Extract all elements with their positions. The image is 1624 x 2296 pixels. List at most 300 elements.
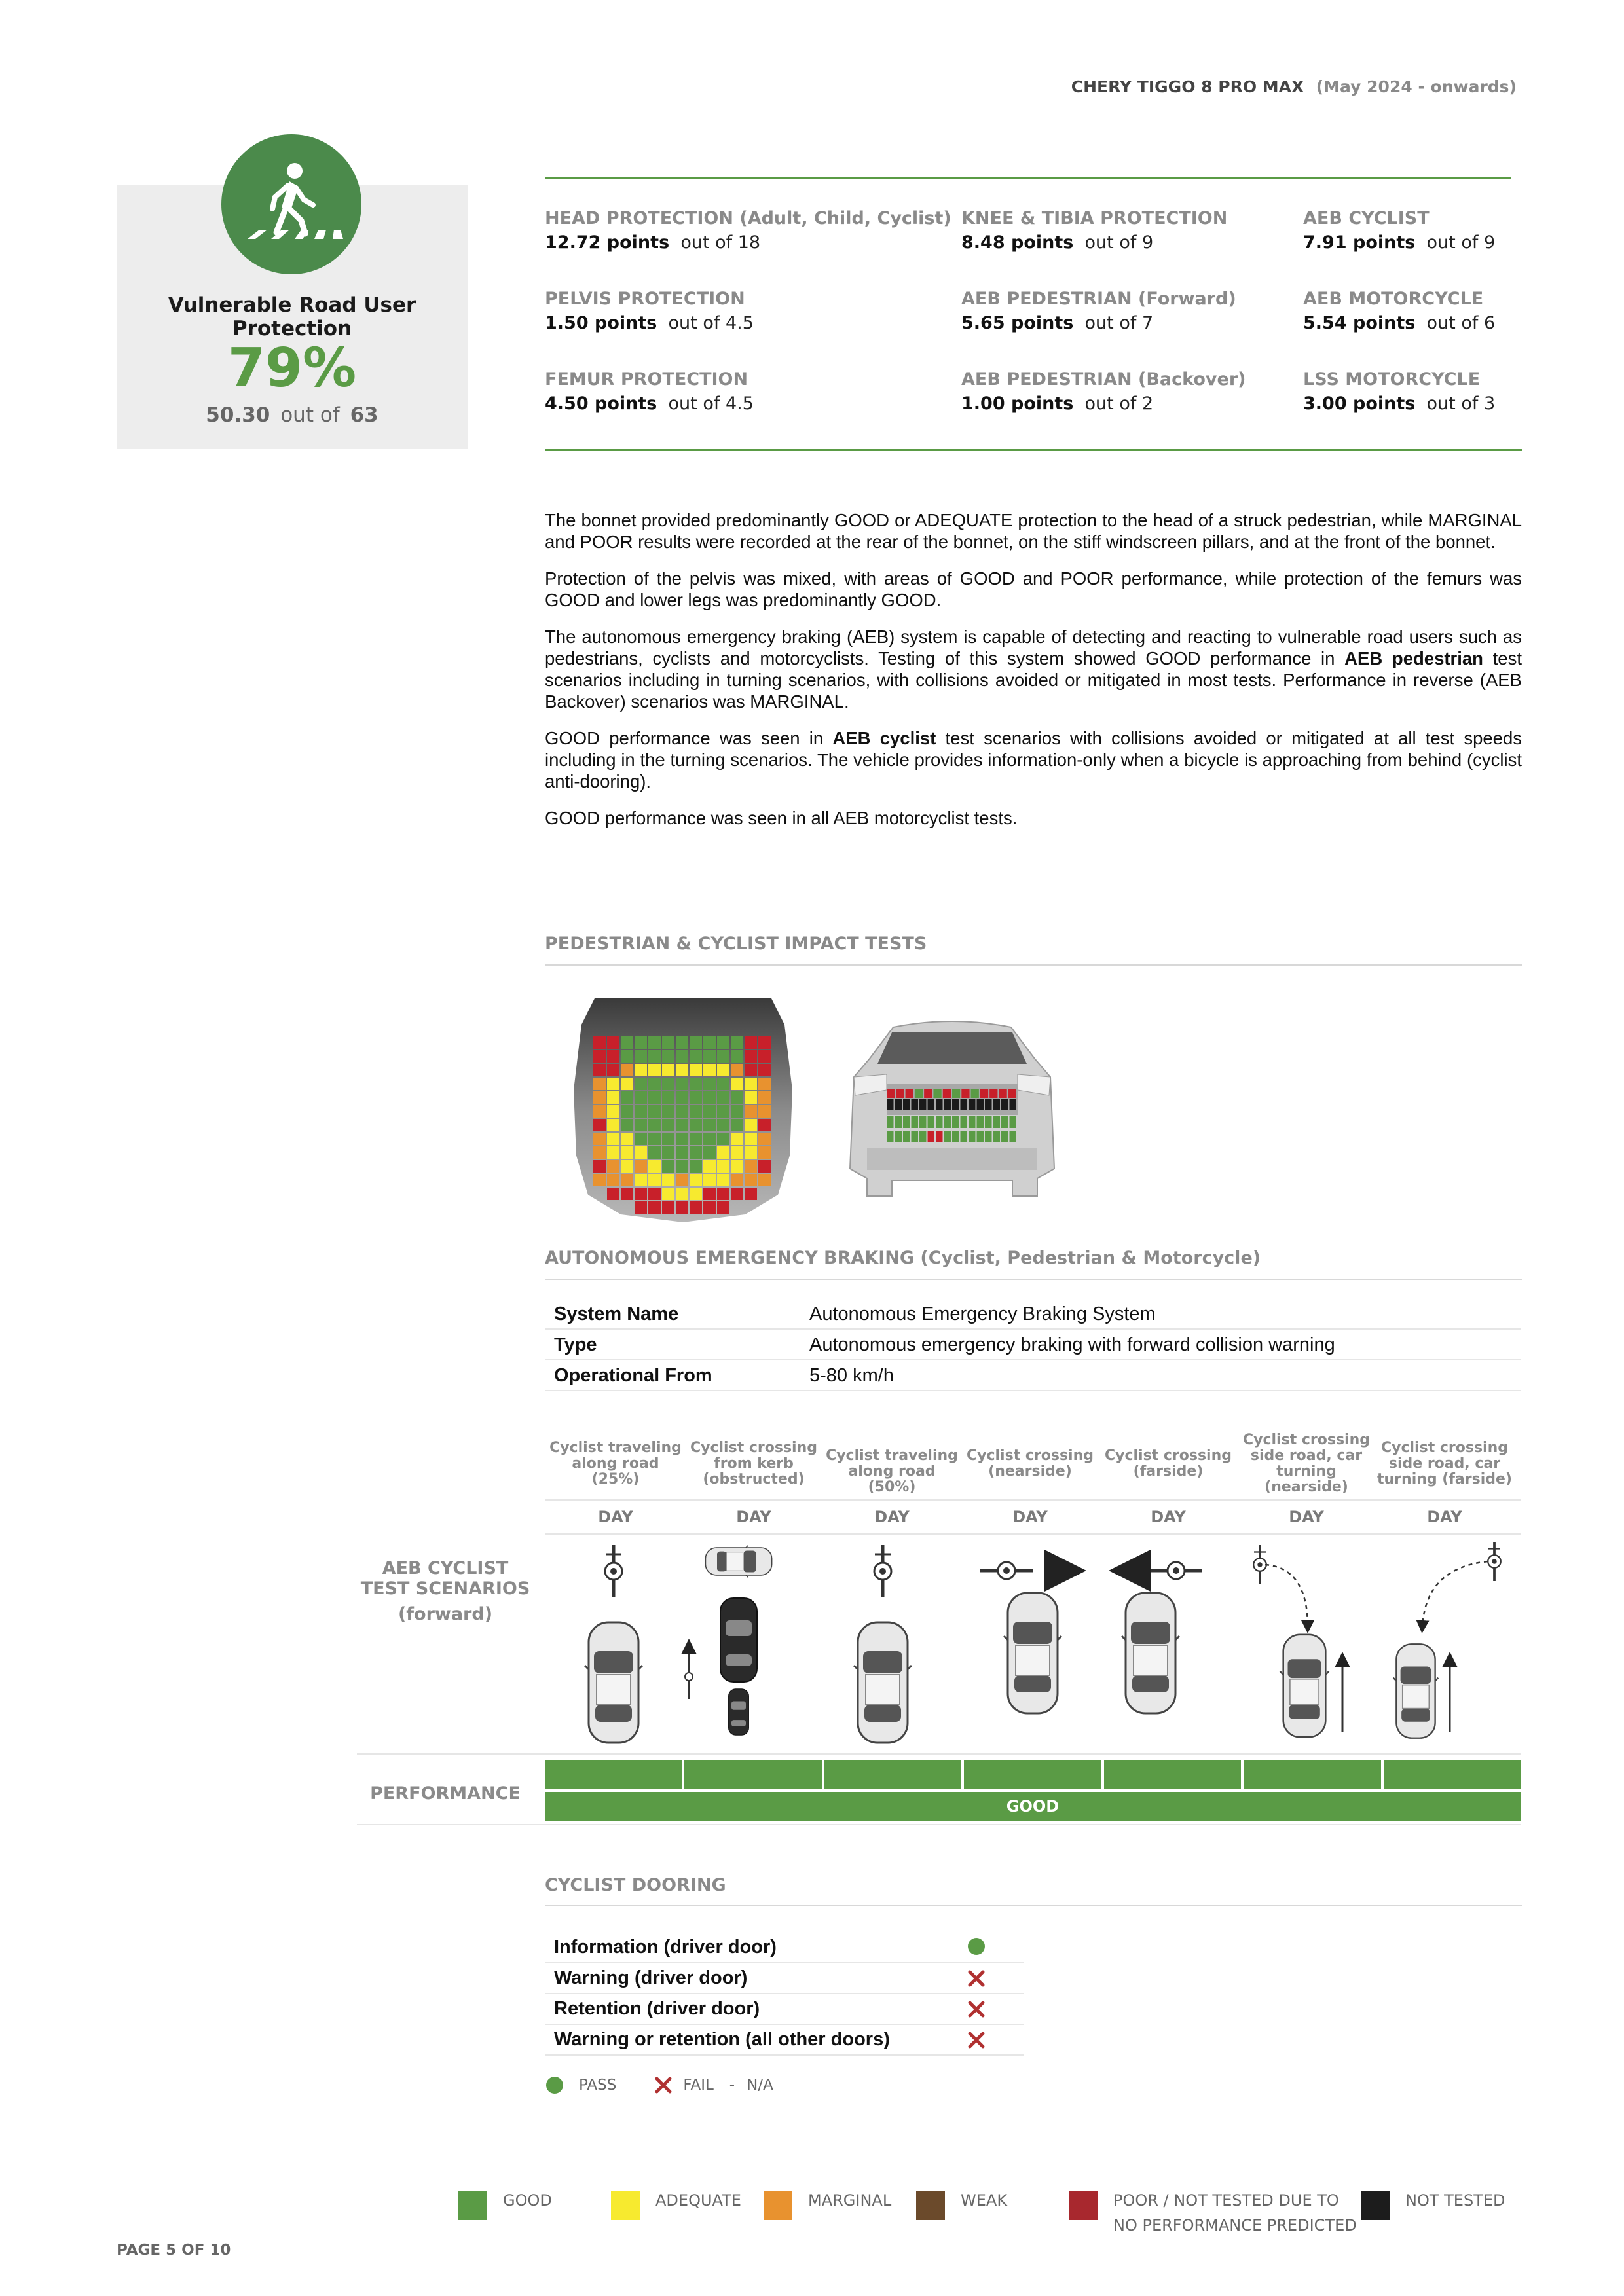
impact-grid-cell: [887, 1089, 895, 1098]
impact-grid-cell: [944, 1131, 951, 1142]
row-divider: [545, 2054, 1024, 2056]
text-run: test scenarios including in turning scenarios, with collisions avoided or mitigated in most tests. Performance in reverse (AEB Backover) scenarios was MARGINAL.: [545, 648, 1522, 712]
category-lss-motorcycle: [1303, 369, 1495, 414]
text-run-bold: AEB pedestrian: [1344, 648, 1483, 668]
category-femur: [545, 369, 754, 414]
impact-grid-cell: [745, 1119, 757, 1131]
impact-grid-cell: [593, 1050, 606, 1063]
aeb-section-title: AUTONOMOUS EMERGENCY BRAKING (Cyclist, Pedestrian & Motorcycle): [545, 1248, 1261, 1268]
impact-grid-cell: [944, 1099, 951, 1110]
impact-grid-cell: [731, 1105, 743, 1118]
impact-grid-cell: [690, 1133, 702, 1145]
impact-grid-cell: [999, 1089, 1006, 1098]
scenario-time: DAY: [736, 1508, 771, 1526]
impact-grid-cell: [676, 1050, 688, 1063]
impact-grid-cell: [952, 1099, 959, 1110]
impact-grid-cell: [676, 1036, 688, 1049]
score-max: 63: [350, 403, 378, 427]
performance-cell: [964, 1760, 1101, 1789]
scenario-title: Cyclist crossing (nearside): [966, 1448, 1094, 1480]
legend-label: WEAK: [961, 2191, 1008, 2210]
out-of: out of 9: [1084, 232, 1154, 253]
impact-grid-cell: [731, 1146, 743, 1159]
label-line: TEST SCENARIOS: [360, 1578, 530, 1599]
impact-grid-cell: [690, 1078, 702, 1090]
scenario-time: DAY: [1151, 1508, 1186, 1526]
aeb-cyclist-scenarios-label: [357, 1558, 534, 1624]
impact-grid-cell: [961, 1089, 969, 1098]
impact-grid-cell: [593, 1146, 606, 1159]
impact-grid-cell: [887, 1116, 894, 1128]
impact-grid-cell: [662, 1133, 674, 1145]
overall-percentage: 79%: [227, 337, 357, 399]
impact-grid-cell: [676, 1078, 688, 1090]
impact-grid-cell: [621, 1091, 633, 1104]
label-line: (forward): [397, 1604, 493, 1624]
impact-grid-cell: [977, 1116, 984, 1128]
impact-grid-cell: [961, 1116, 968, 1128]
legend-swatch-marginal: [764, 2191, 792, 2220]
pass-icon: [545, 2075, 564, 2095]
points: 1.00 points: [961, 393, 1074, 414]
impact-grid-cell: [635, 1078, 647, 1090]
impact-grid-cell: [745, 1078, 757, 1090]
impact-grid-cell: [745, 1036, 757, 1049]
impact-grid-cell: [903, 1131, 910, 1142]
table-row: [545, 1330, 1521, 1360]
impact-grid-cell: [690, 1105, 702, 1118]
category-name: LSS MOTORCYCLE: [1303, 369, 1481, 390]
date-range: (May 2024 - onwards): [1316, 77, 1517, 96]
impact-grid-cell: [662, 1160, 674, 1173]
impact-grid-cell: [731, 1050, 743, 1063]
impact-grid-cell: [593, 1119, 606, 1131]
paragraph: [545, 727, 1522, 792]
category-name: AEB PEDESTRIAN (Backover): [961, 369, 1246, 390]
performance-cell: [1384, 1760, 1521, 1789]
category-name: PELVIS PROTECTION: [545, 289, 745, 309]
dooring-table: [545, 1933, 1024, 2056]
legend-label: GOOD: [503, 2191, 552, 2210]
table-row: [545, 1963, 1024, 1994]
paragraph: GOOD performance was seen in all AEB motorcyclist tests.: [545, 808, 1018, 828]
points: 8.48 points: [961, 232, 1074, 253]
impact-grid-cell: [758, 1036, 771, 1049]
impact-grid-cell: [621, 1105, 633, 1118]
impact-grid-cell: [690, 1050, 702, 1063]
category-knee-tibia: [961, 208, 1227, 253]
impact-grid-cell: [745, 1064, 757, 1076]
impact-grid-cell: [717, 1160, 729, 1173]
impact-grid-cell: [933, 1089, 941, 1098]
impact-tests-title: PEDESTRIAN & CYCLIST IMPACT TESTS: [545, 934, 927, 954]
impact-grid-cell: [717, 1064, 729, 1076]
impact-grid-cell: [676, 1201, 688, 1214]
impact-grid-cell: [648, 1119, 661, 1131]
impact-grid-cell: [969, 1116, 976, 1128]
overall-score: [117, 403, 468, 427]
row-value: 5-80 km/h: [809, 1365, 894, 1386]
impact-grid-cell: [703, 1174, 716, 1186]
impact-grid-cell: [745, 1146, 757, 1159]
impact-grid-cell: [690, 1119, 702, 1131]
category-name: HEAD PROTECTION (Adult, Child, Cyclist): [545, 208, 951, 228]
impact-grid-cell: [896, 1089, 904, 1098]
impact-grid-cell: [717, 1174, 729, 1186]
scenario-time: DAY: [1427, 1508, 1462, 1526]
scenario-diagrams: [545, 1535, 1521, 1751]
impact-grid-cell: [690, 1160, 702, 1173]
impact-grid-cell: [912, 1116, 919, 1128]
impact-grid-cell: [662, 1201, 674, 1214]
performance-label: PERFORMANCE: [370, 1783, 521, 1804]
impact-grid-cell: [717, 1078, 729, 1090]
points: 5.65 points: [961, 313, 1074, 333]
vehicle-model: CHERY TIGGO 8 PRO MAX: [1071, 77, 1304, 96]
impact-grid-cell: [758, 1133, 771, 1145]
score-value: 50.30: [206, 403, 270, 427]
impact-grid-cell: [593, 1078, 606, 1090]
category-score: [1303, 313, 1495, 333]
category-aeb-pedestrian-backover: [961, 369, 1246, 414]
category-score: [1303, 232, 1495, 253]
impact-grid-cell: [903, 1099, 910, 1110]
impact-grid-cell: [676, 1174, 688, 1186]
impact-grid-cell: [731, 1188, 743, 1200]
impact-grid-cell: [593, 1036, 606, 1049]
impact-grid-cell: [906, 1089, 913, 1098]
category-aeb-motorcycle: [1303, 289, 1495, 333]
impact-grid-cell: [731, 1174, 743, 1186]
impact-grid-cell: [961, 1131, 968, 1142]
impact-grid-cell: [977, 1099, 984, 1110]
impact-grid-cell: [607, 1036, 619, 1049]
performance-top-rule: [357, 1753, 1521, 1755]
legend-swatch-adequate: [611, 2191, 640, 2220]
impact-grid-cell: [593, 1091, 606, 1104]
out-of: out of 4.5: [668, 313, 754, 333]
scenario-title: Cyclist crossing side road, car turning (farside): [1377, 1440, 1512, 1487]
impact-grid-cell: [758, 1146, 771, 1159]
impact-grid-cell: [607, 1174, 619, 1186]
impact-grid-cell: [961, 1099, 968, 1110]
impact-grid-cell: [703, 1188, 716, 1200]
impact-grid-cell: [662, 1119, 674, 1131]
impact-grid-cell: [648, 1201, 661, 1214]
scenario-time: DAY: [598, 1508, 633, 1526]
impact-grid-cell: [676, 1160, 688, 1173]
impact-grid-cell: [621, 1036, 633, 1049]
paragraph: [545, 626, 1522, 712]
row-label: Warning (driver door): [554, 1967, 748, 1988]
legend-na: N/A: [747, 2077, 773, 2094]
impact-grid-cell: [745, 1091, 757, 1104]
impact-grid-cell: [758, 1160, 771, 1173]
impact-grid-cell: [1010, 1099, 1017, 1110]
impact-grid-cell: [662, 1064, 674, 1076]
impact-grid-cell: [717, 1105, 729, 1118]
category-name: AEB CYCLIST: [1303, 208, 1430, 228]
rating-legend: [458, 2191, 1519, 2244]
impact-grid-cell: [745, 1174, 757, 1186]
section-rule: [545, 1905, 1522, 1906]
impact-grid-cell: [1001, 1099, 1008, 1110]
category-score: [545, 232, 951, 253]
impact-grid-cell: [648, 1146, 661, 1159]
pedestrian-crossing-icon: [221, 134, 361, 274]
impact-grid-cell: [662, 1188, 674, 1200]
row-key: Operational From: [554, 1365, 712, 1386]
impact-grid-cell: [607, 1119, 619, 1131]
impact-grid-cell: [919, 1116, 927, 1128]
label-line: AEB CYCLIST: [382, 1558, 509, 1578]
legend-pass: PASS: [579, 2077, 617, 2094]
text-run: The autonomous emergency braking (AEB) system is capable of detecting and reacting to vulnerable road users such as pedestrians, cyclists and motorcyclists. Testing of this system showed GOOD performance in: [545, 627, 1522, 668]
legend-label: NOT TESTED: [1405, 2191, 1505, 2210]
impact-grid-cell: [758, 1050, 771, 1063]
impact-grid-cell: [690, 1036, 702, 1049]
impact-grid-cell: [607, 1160, 619, 1173]
table-row: [545, 2025, 1024, 2056]
impact-grid-cell: [607, 1105, 619, 1118]
paragraph: Protection of the pelvis was mixed, with areas of GOOD and POOR performance, while protection of the femurs was GOOD and lower legs was predominantly GOOD.: [545, 568, 1522, 610]
out-of: out of 4.5: [668, 393, 754, 414]
day-divider: [545, 1533, 1521, 1535]
impact-grid-cell: [703, 1119, 716, 1131]
impact-grid-cell: [648, 1064, 661, 1076]
impact-grid-cell: [690, 1174, 702, 1186]
impact-grid-cell: [731, 1091, 743, 1104]
impact-grid-cell: [731, 1036, 743, 1049]
impact-grid-cell: [648, 1160, 661, 1173]
row-key: System Name: [554, 1303, 679, 1324]
impact-grid-cell: [703, 1201, 716, 1214]
impact-grid-cell: [971, 1089, 979, 1098]
row-key: Type: [554, 1334, 597, 1355]
legend-label: POOR / NOT TESTED DUE TO: [1113, 2191, 1339, 2210]
row-divider: [545, 1390, 1521, 1391]
table-row: [545, 1994, 1024, 2025]
impact-grid-cell: [593, 1160, 606, 1173]
impact-grid-cell: [621, 1078, 633, 1090]
row-label: Information (driver door): [554, 1937, 777, 1958]
impact-grid-cell: [607, 1064, 619, 1076]
impact-grid-cell: [895, 1116, 902, 1128]
impact-grid-cell: [635, 1133, 647, 1145]
impact-grid-cell: [662, 1105, 674, 1118]
impact-grid-cell: [936, 1099, 943, 1110]
impact-grid-cell: [593, 1133, 606, 1145]
impact-grid-cell: [758, 1105, 771, 1118]
category-score: [961, 313, 1236, 333]
category-title: Vulnerable Road User Protection: [168, 293, 416, 340]
impact-grid-cell: [635, 1174, 647, 1186]
scenario-title: Cyclist crossing side road, car turning (nearside): [1242, 1432, 1371, 1495]
scenario-time: DAY: [874, 1508, 910, 1526]
out-of: out of 18: [680, 232, 761, 253]
points: 7.91 points: [1303, 232, 1416, 253]
impact-grid-cell: [703, 1091, 716, 1104]
section-rule: [545, 1279, 1522, 1280]
impact-grid-cell: [635, 1160, 647, 1173]
legend-swatch-good: [458, 2191, 487, 2220]
impact-grid-cell: [662, 1146, 674, 1159]
impact-grid-cell: [731, 1160, 743, 1173]
report-header: [1071, 77, 1517, 96]
impact-grid-cell: [690, 1146, 702, 1159]
legend-na-dash: -: [729, 2077, 735, 2094]
out-of: out of 2: [1084, 393, 1154, 414]
impact-grid-cell: [912, 1099, 919, 1110]
impact-grid-cell: [924, 1089, 932, 1098]
impact-grid-cell: [607, 1050, 619, 1063]
performance-cell: [824, 1760, 961, 1789]
impact-grid-cell: [635, 1105, 647, 1118]
impact-grid-cell: [758, 1064, 771, 1076]
performance-segments: [545, 1760, 1521, 1789]
impact-grid-cell: [952, 1131, 959, 1142]
impact-grid-cell: [662, 1078, 674, 1090]
impact-grid-cell: [952, 1089, 960, 1098]
scenario-title: Cyclist crossing from kerb (obstructed): [690, 1440, 818, 1487]
impact-grid-cell: [944, 1116, 951, 1128]
impact-grid-cell: [676, 1105, 688, 1118]
impact-grid-cell: [717, 1146, 729, 1159]
impact-grid-cell: [912, 1131, 919, 1142]
impact-grid-cell: [621, 1119, 633, 1131]
impact-grid-cell: [903, 1116, 910, 1128]
impact-grid-cell: [662, 1050, 674, 1063]
impact-grid-cell: [676, 1188, 688, 1200]
performance-cell: [545, 1760, 682, 1789]
impact-grid-cell: [703, 1133, 716, 1145]
dooring-legend: [545, 2075, 773, 2095]
impact-grid-cell: [648, 1036, 661, 1049]
category-aeb-pedestrian-forward: [961, 289, 1236, 333]
category-name: AEB PEDESTRIAN (Forward): [961, 289, 1236, 309]
impact-grid-cell: [607, 1188, 619, 1200]
impact-grid-cell: [745, 1050, 757, 1063]
legend-label: ADEQUATE: [655, 2191, 741, 2210]
impact-grid-cell: [607, 1091, 619, 1104]
impact-grid-cell: [690, 1201, 702, 1214]
header-divider: [545, 1499, 1521, 1501]
fail-icon: [967, 1969, 986, 1988]
impact-grid-cell: [758, 1119, 771, 1131]
scenario-title: Cyclist traveling along road (50%): [826, 1448, 958, 1495]
category-name: AEB MOTORCYCLE: [1303, 289, 1484, 309]
impact-grid-cell: [745, 1188, 757, 1200]
table-row: [545, 1360, 1521, 1391]
impact-grid-cell: [731, 1133, 743, 1145]
impact-grid-cell: [731, 1078, 743, 1090]
out-of: out of 6: [1426, 313, 1496, 333]
impact-grid-cell: [887, 1099, 894, 1110]
impact-grid-cell: [703, 1078, 716, 1090]
impact-grid-cell: [621, 1188, 633, 1200]
category-score: [961, 393, 1246, 414]
impact-grid-cell: [993, 1116, 1001, 1128]
impact-grid-cell: [621, 1174, 633, 1186]
row-label: Retention (driver door): [554, 1998, 760, 2019]
impact-grid-cell: [690, 1064, 702, 1076]
impact-grid-cell: [969, 1099, 976, 1110]
points: 4.50 points: [545, 393, 657, 414]
fail-icon: [967, 2031, 986, 2049]
performance-rating: GOOD: [545, 1792, 1521, 1821]
impact-grid-cell: [895, 1131, 902, 1142]
row-value: Autonomous emergency braking with forward collision warning: [809, 1334, 1335, 1355]
table-row: [545, 1933, 1024, 1963]
bonnet-head-impact-diagram: [562, 998, 804, 1228]
impact-grid-cell: [635, 1119, 647, 1131]
impact-grid-cell: [969, 1131, 976, 1142]
impact-grid-cell: [621, 1160, 633, 1173]
impact-grid-cell: [745, 1133, 757, 1145]
fail-icon: [654, 2076, 673, 2094]
performance-cell: [684, 1760, 821, 1789]
impact-grid-cell: [758, 1078, 771, 1090]
impact-grid-cell: [703, 1036, 716, 1049]
impact-grid-cell: [952, 1116, 959, 1128]
impact-grid-cell: [895, 1099, 902, 1110]
out-of-label: out of: [280, 403, 340, 427]
impact-grid-cell: [915, 1089, 923, 1098]
table-row: [545, 1299, 1521, 1330]
impact-grid-cell: [919, 1099, 927, 1110]
out-of: out of 9: [1426, 232, 1496, 253]
legend-swatch-not-tested: [1361, 2191, 1390, 2220]
impact-grid-cell: [690, 1091, 702, 1104]
row-value: Autonomous Emergency Braking System: [809, 1303, 1156, 1324]
impact-grid-cell: [635, 1064, 647, 1076]
impact-grid-cell: [703, 1160, 716, 1173]
pass-icon: [967, 1937, 986, 1956]
impact-grid-cell: [676, 1133, 688, 1145]
impact-grid-cell: [717, 1036, 729, 1049]
category-score: [545, 313, 754, 333]
category-name: FEMUR PROTECTION: [545, 369, 748, 390]
page-number: PAGE 5 OF 10: [117, 2242, 231, 2259]
impact-grid-cell: [607, 1146, 619, 1159]
impact-grid-cell: [621, 1064, 633, 1076]
fail-icon: [967, 2000, 986, 2018]
points: 3.00 points: [1303, 393, 1416, 414]
impact-grid-cell: [648, 1091, 661, 1104]
impact-grid-cell: [758, 1174, 771, 1186]
impact-grid-cell: [943, 1089, 951, 1098]
category-head: [545, 208, 951, 253]
impact-grid-cell: [703, 1064, 716, 1076]
impact-grid-cell: [1001, 1131, 1008, 1142]
impact-grid-cell: [662, 1091, 674, 1104]
impact-grid-cell: [690, 1188, 702, 1200]
impact-grid-cell: [607, 1133, 619, 1145]
category-name: KNEE & TIBIA PROTECTION: [961, 208, 1228, 228]
impact-grid-cell: [758, 1091, 771, 1104]
impact-grid-cell: [985, 1099, 992, 1110]
impact-grid-cell: [936, 1116, 943, 1128]
paragraph: The bonnet provided predominantly GOOD or ADEQUATE protection to the head of a struck pedestrian, while MARGINAL and POOR results were recorded at the rear of the bonnet, on the stiff windscreen pillars, and at the front of the bonnet.: [545, 510, 1522, 552]
impact-grid-cell: [662, 1174, 674, 1186]
impact-grid-cell: [621, 1133, 633, 1145]
impact-grid-cell: [648, 1078, 661, 1090]
text-run: test scenarios with collisions avoided or mitigated at all test speeds including in the turning scenarios. The vehicle provides information-only when a bicycle is approaching from behind (cyclist anti-dooring).: [545, 728, 1522, 792]
category-pelvis: [545, 289, 754, 333]
impact-grid-cell: [1010, 1116, 1017, 1128]
impact-grid-cell: [621, 1050, 633, 1063]
impact-grid-cell: [717, 1133, 729, 1145]
